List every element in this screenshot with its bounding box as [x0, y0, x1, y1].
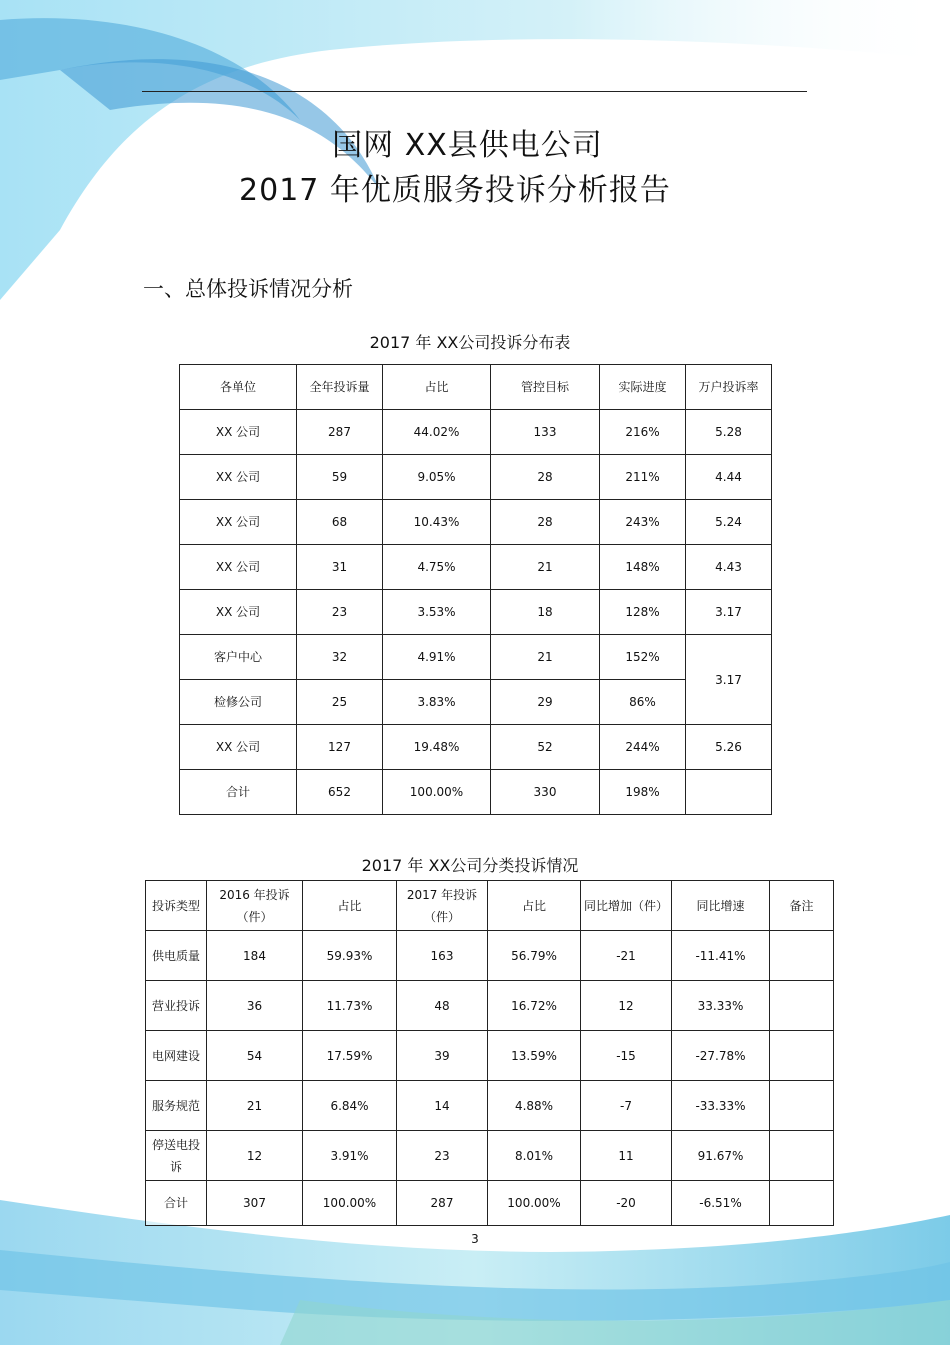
page-number: 3	[471, 1232, 479, 1246]
table-cell: 48	[397, 981, 488, 1031]
header-cell: 占比	[383, 365, 491, 410]
table-cell	[686, 770, 772, 815]
table-cell: 44.02%	[383, 410, 491, 455]
table-cell: 6.84%	[303, 1081, 397, 1131]
table-cell: 86%	[600, 680, 686, 725]
table-cell: 59.93%	[303, 931, 397, 981]
table-row	[146, 931, 834, 981]
table-cell: -6.51%	[672, 1181, 770, 1226]
table-cell: 652	[297, 770, 383, 815]
category-cell: 供电质量	[146, 931, 207, 981]
table-cell: 4.88%	[488, 1081, 581, 1131]
total-label-cell: 合计	[146, 1181, 207, 1226]
table-cell: 23	[397, 1131, 488, 1181]
table-cell: -20	[581, 1181, 672, 1226]
table-cell: 28	[491, 455, 600, 500]
table-header-row	[180, 365, 772, 410]
table-cell: 17.59%	[303, 1031, 397, 1081]
header-cell: 同比增加（件）	[581, 881, 672, 931]
table-cell: 31	[297, 545, 383, 590]
table-cell: -33.33%	[672, 1081, 770, 1131]
table-cell: -15	[581, 1031, 672, 1081]
table-cell: 5.28	[686, 410, 772, 455]
table-cell: 4.91%	[383, 635, 491, 680]
header-cell: 实际进度	[600, 365, 686, 410]
table-cell: 16.72%	[488, 981, 581, 1031]
table-cell: 54	[207, 1031, 303, 1081]
table-cell: 3.53%	[383, 590, 491, 635]
table-cell: 216%	[600, 410, 686, 455]
table-cell: 184	[207, 931, 303, 981]
table-row	[180, 545, 772, 590]
table-cell: 59	[297, 455, 383, 500]
note-cell	[770, 981, 834, 1031]
unit-cell: XX 公司	[180, 725, 297, 770]
header-cell: 占比	[303, 881, 397, 931]
table-cell: 18	[491, 590, 600, 635]
table-cell: 4.44	[686, 455, 772, 500]
table-row	[146, 1081, 834, 1131]
unit-cell: XX 公司	[180, 455, 297, 500]
note-cell	[770, 1181, 834, 1226]
table-cell: 100.00%	[488, 1181, 581, 1226]
header-cell: 2017 年投诉（件）	[397, 881, 488, 931]
table-cell: 163	[397, 931, 488, 981]
note-cell	[770, 1031, 834, 1081]
table-cell: 4.43	[686, 545, 772, 590]
note-cell	[770, 1131, 834, 1181]
title-line-2: 2017 年优质服务投诉分析报告	[239, 173, 671, 208]
table-cell: 3.17	[686, 590, 772, 635]
table-cell: -7	[581, 1081, 672, 1131]
table-row	[180, 410, 772, 455]
header-cell: 全年投诉量	[297, 365, 383, 410]
category-cell: 停送电投诉	[146, 1131, 207, 1181]
table-cell: 21	[491, 545, 600, 590]
table-cell: 133	[491, 410, 600, 455]
table-cell: 244%	[600, 725, 686, 770]
table-cell: 12	[581, 981, 672, 1031]
note-cell	[770, 931, 834, 981]
header-cell: 同比增速	[672, 881, 770, 931]
unit-cell: 检修公司	[180, 680, 297, 725]
table-total-row	[180, 770, 772, 815]
table-cell: 287	[297, 410, 383, 455]
table-cell: 11	[581, 1131, 672, 1181]
unit-cell: XX 公司	[180, 410, 297, 455]
complaint-distribution-table	[179, 364, 772, 815]
table-cell: 10.43%	[383, 500, 491, 545]
table-row	[146, 1131, 834, 1181]
table-cell: 100.00%	[383, 770, 491, 815]
table-row	[146, 1031, 834, 1081]
table-total-row	[146, 1181, 834, 1226]
table-cell: 100.00%	[303, 1181, 397, 1226]
table-cell: 12	[207, 1131, 303, 1181]
table-cell: 21	[491, 635, 600, 680]
table-cell: 211%	[600, 455, 686, 500]
category-cell: 服务规范	[146, 1081, 207, 1131]
header-cell: 投诉类型	[146, 881, 207, 931]
table-row	[180, 725, 772, 770]
table-cell: 5.24	[686, 500, 772, 545]
table-cell: 19.48%	[383, 725, 491, 770]
table-header-row	[146, 881, 834, 931]
table-row	[146, 981, 834, 1031]
table-cell: 52	[491, 725, 600, 770]
table2-caption: 2017 年 XX公司分类投诉情况	[361, 856, 579, 875]
complaint-category-table	[145, 880, 834, 1226]
table-row	[180, 635, 772, 680]
table-cell: 23	[297, 590, 383, 635]
header-rule	[142, 91, 807, 92]
unit-cell: 客户中心	[180, 635, 297, 680]
table-cell: -21	[581, 931, 672, 981]
table-cell: -11.41%	[672, 931, 770, 981]
title-line-1: 国网 XX县供电公司	[332, 128, 603, 163]
header-cell: 各单位	[180, 365, 297, 410]
unit-cell: XX 公司	[180, 545, 297, 590]
merged-rate-cell: 3.17	[686, 635, 772, 725]
table-cell: 243%	[600, 500, 686, 545]
header-cell: 备注	[770, 881, 834, 931]
table-cell: 9.05%	[383, 455, 491, 500]
note-cell	[770, 1081, 834, 1131]
table-cell: 39	[397, 1031, 488, 1081]
header-cell: 万户投诉率	[686, 365, 772, 410]
unit-cell: XX 公司	[180, 500, 297, 545]
table-cell: 68	[297, 500, 383, 545]
header-cell: 占比	[488, 881, 581, 931]
table-row	[180, 590, 772, 635]
table-cell: 3.83%	[383, 680, 491, 725]
table-cell: 29	[491, 680, 600, 725]
table-cell: 330	[491, 770, 600, 815]
unit-cell: XX 公司	[180, 590, 297, 635]
table-cell: 33.33%	[672, 981, 770, 1031]
table-cell: 28	[491, 500, 600, 545]
table-cell: 8.01%	[488, 1131, 581, 1181]
table-cell: 4.75%	[383, 545, 491, 590]
total-label-cell: 合计	[180, 770, 297, 815]
table-cell: 148%	[600, 545, 686, 590]
table-cell: 5.26	[686, 725, 772, 770]
table-row	[180, 680, 772, 725]
table-cell: 13.59%	[488, 1031, 581, 1081]
table-cell: 127	[297, 725, 383, 770]
table-cell: 21	[207, 1081, 303, 1131]
table-cell: -27.78%	[672, 1031, 770, 1081]
table-cell: 3.91%	[303, 1131, 397, 1181]
header-cell: 管控目标	[491, 365, 600, 410]
table-cell: 14	[397, 1081, 488, 1131]
table-cell: 36	[207, 981, 303, 1031]
table-cell: 32	[297, 635, 383, 680]
table-row	[180, 455, 772, 500]
table-cell: 307	[207, 1181, 303, 1226]
header-cell: 2016 年投诉（件）	[207, 881, 303, 931]
table-cell: 152%	[600, 635, 686, 680]
table-cell: 11.73%	[303, 981, 397, 1031]
category-cell: 电网建设	[146, 1031, 207, 1081]
table-cell: 198%	[600, 770, 686, 815]
section-heading-1: 一、总体投诉情况分析	[143, 277, 353, 301]
table-cell: 91.67%	[672, 1131, 770, 1181]
table-cell: 56.79%	[488, 931, 581, 981]
table-cell: 287	[397, 1181, 488, 1226]
table-row	[180, 500, 772, 545]
table-cell: 25	[297, 680, 383, 725]
table1-caption: 2017 年 XX公司投诉分布表	[369, 333, 571, 352]
category-cell: 营业投诉	[146, 981, 207, 1031]
table-cell: 128%	[600, 590, 686, 635]
